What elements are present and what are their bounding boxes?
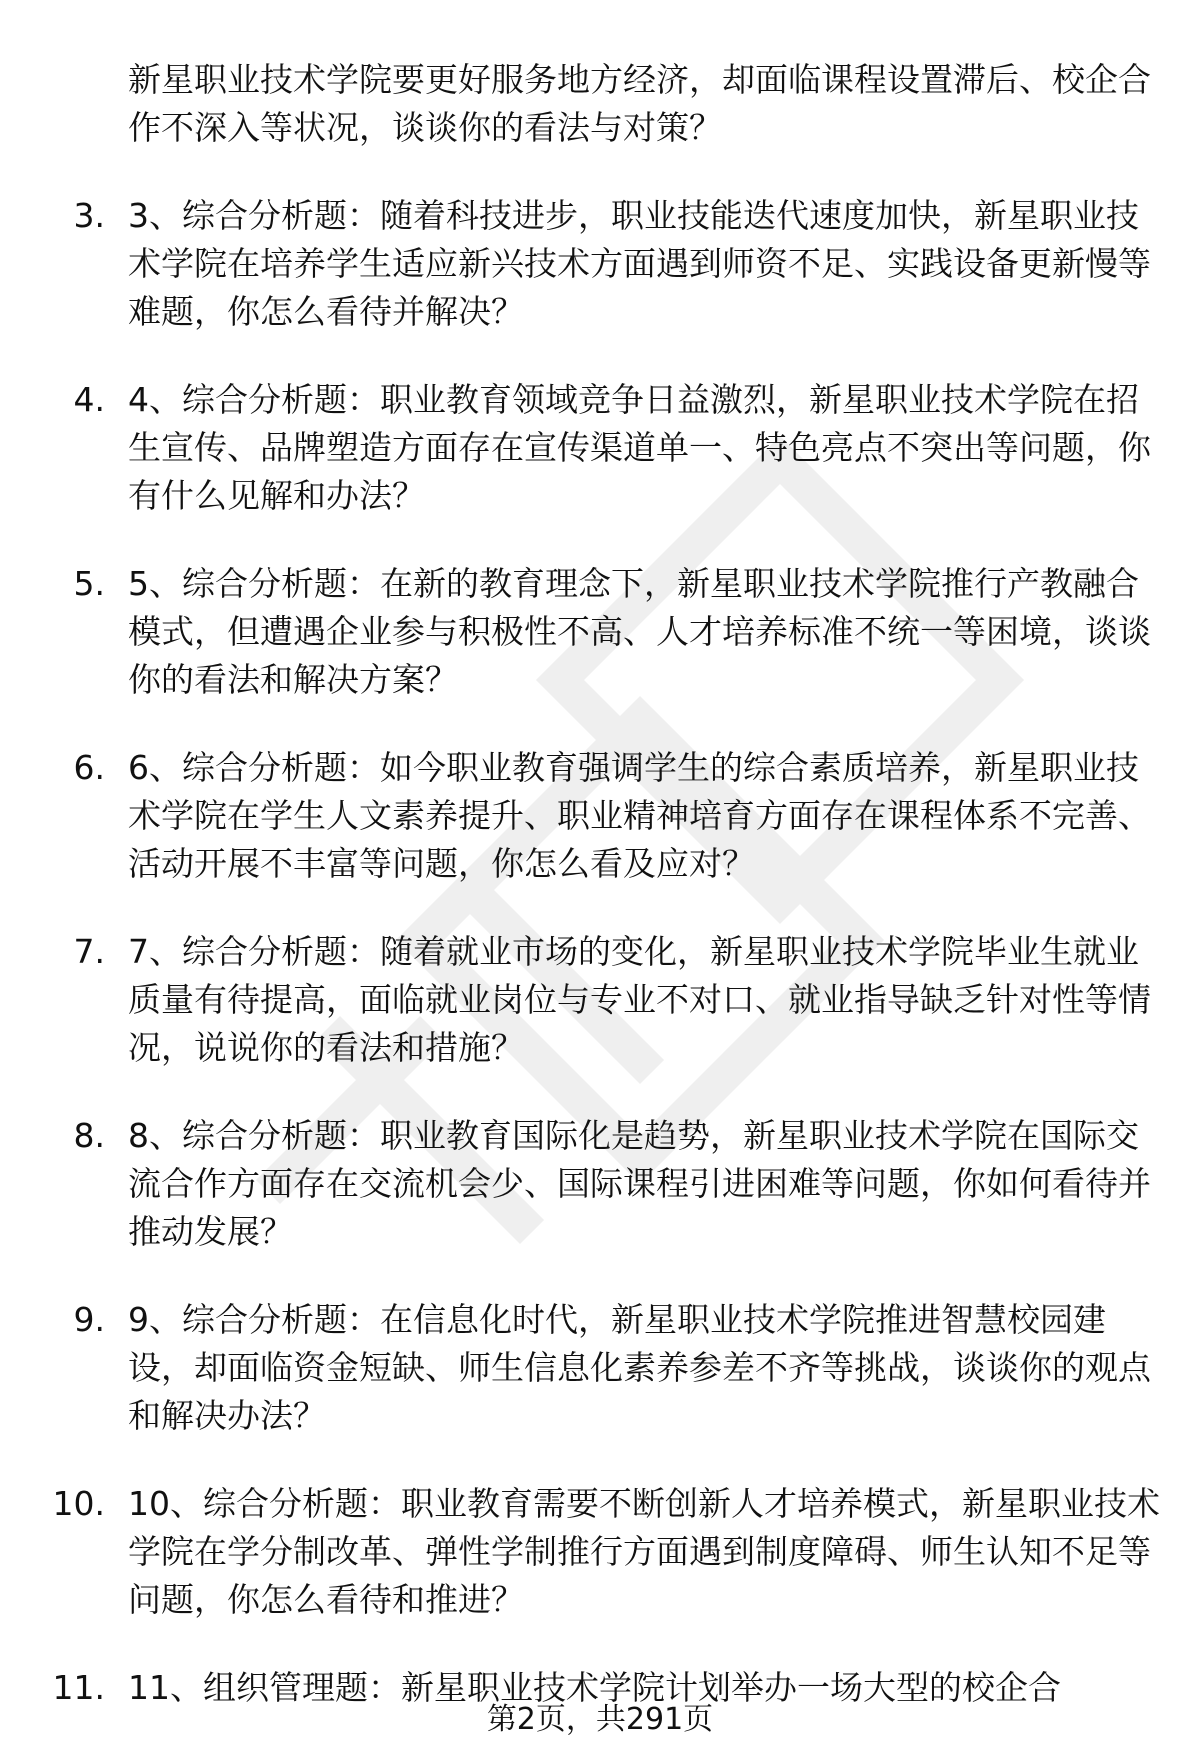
question-text: 10、综合分析题：职业教育需要不断创新人才培养模式，新星职业技术学院在学分制改革、弹性学制推行方面遇到制度障碍、师生认知不足等问题，你怎么看待和推进？ — [128, 1484, 1160, 1619]
item-number: 4. — [73, 380, 105, 419]
list-item — [0, 192, 1200, 336]
list-item — [0, 744, 1200, 888]
list-item — [0, 376, 1200, 520]
item-number: 11. — [52, 1668, 105, 1707]
item-number: 10. — [52, 1484, 105, 1523]
question-text: 新星职业技术学院要更好服务地方经济，却面临课程设置滞后、校企合作不深入等状况，谈谈你的看法与对策？ — [128, 60, 1151, 147]
item-number: 3. — [73, 196, 105, 235]
list-item — [0, 560, 1200, 704]
list-item — [0, 1480, 1200, 1624]
question-text: 8、综合分析题：职业教育国际化是趋势，新星职业技术学院在国际交流合作方面存在交流机会少、国际课程引进困难等问题，你如何看待并推动发展？ — [128, 1116, 1151, 1251]
question-text: 4、综合分析题：职业教育领域竞争日益激烈，新星职业技术学院在招生宣传、品牌塑造方面存在宣传渠道单一、特色亮点不突出等问题，你有什么见解和办法？ — [128, 380, 1151, 515]
question-list — [0, 56, 1200, 1712]
list-item-continuation — [0, 56, 1200, 152]
question-text: 3、综合分析题：随着科技进步，职业技能迭代速度加快，新星职业技术学院在培养学生适应新兴技术方面遇到师资不足、实践设备更新慢等难题，你怎么看待并解决？ — [128, 196, 1151, 331]
list-item — [0, 928, 1200, 1072]
list-item — [0, 1112, 1200, 1256]
item-number: 8. — [73, 1116, 105, 1155]
item-number: 6. — [73, 748, 105, 787]
list-item — [0, 1296, 1200, 1440]
question-text: 7、综合分析题：随着就业市场的变化，新星职业技术学院毕业生就业质量有待提高，面临就业岗位与专业不对口、就业指导缺乏针对性等情况，说说你的看法和措施？ — [128, 932, 1151, 1067]
question-text: 9、综合分析题：在信息化时代，新星职业技术学院推进智慧校园建设，却面临资金短缺、师生信息化素养参差不齐等挑战，谈谈你的观点和解决办法？ — [128, 1300, 1151, 1435]
item-number: 7. — [73, 932, 105, 971]
question-text: 11、组织管理题：新星职业技术学院计划举办一场大型的校企合 — [128, 1668, 1061, 1707]
item-number: 9. — [73, 1300, 105, 1339]
page-number-footer: 第2页，共291页 — [486, 1702, 714, 1737]
question-text: 5、综合分析题：在新的教育理念下，新星职业技术学院推行产教融合模式，但遭遇企业参与积极性不高、人才培养标准不统一等困境，谈谈你的看法和解决方案？ — [128, 564, 1151, 699]
question-text: 6、综合分析题：如今职业教育强调学生的综合素质培养，新星职业技术学院在学生人文素养提升、职业精神培育方面存在课程体系不完善、活动开展不丰富等问题，你怎么看及应对？ — [128, 748, 1151, 883]
item-number: 5. — [73, 564, 105, 603]
